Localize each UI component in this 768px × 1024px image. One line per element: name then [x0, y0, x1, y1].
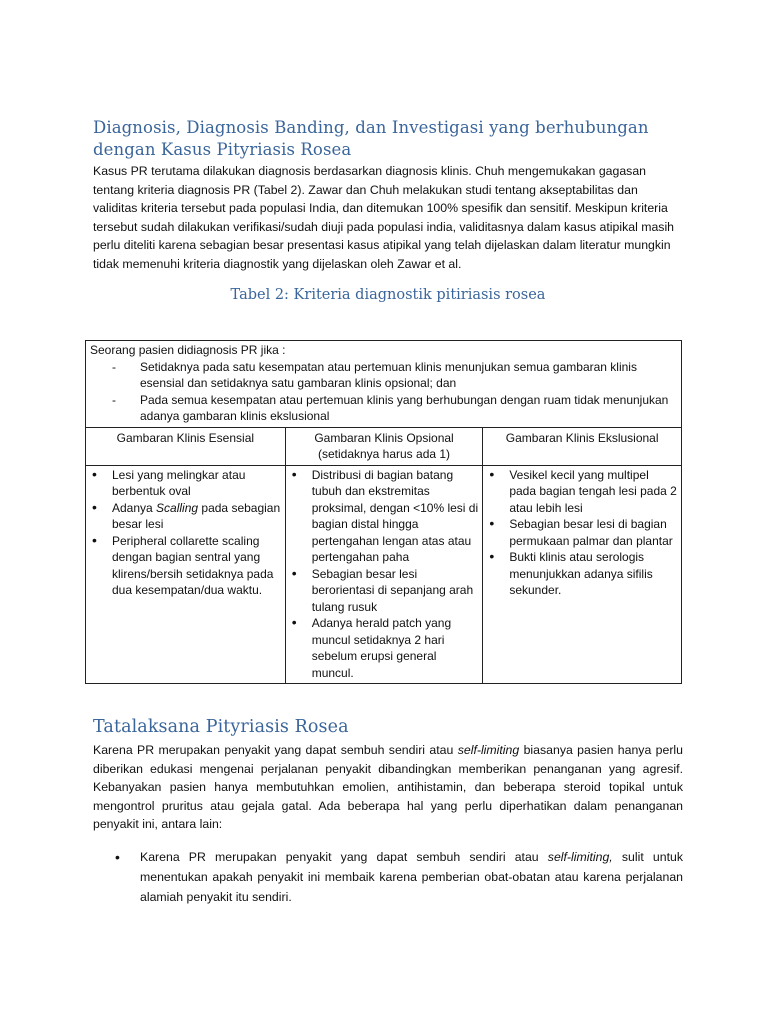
list-item: • Bukti klinis atau serologis menunjukkan adanya sifilis sekunder. [487, 549, 677, 599]
list-item: • Sebagian besar lesi berorientasi di sepanjang arah tulang rusuk [290, 566, 479, 616]
list-item [93, 847, 683, 907]
cell-esensial [86, 465, 286, 684]
table-body-row [86, 465, 682, 684]
item-italic-text: self-limiting, [547, 850, 613, 864]
list-item [90, 392, 677, 425]
list-item [90, 359, 677, 392]
header-esensial: Gambaran Klinis Esensial [86, 427, 286, 465]
item-text: Adanya [112, 500, 157, 515]
cell-opsional [285, 465, 483, 684]
dash-marker: - [112, 392, 116, 407]
list-item: • Lesi yang melingkar atau berbentuk oval [90, 467, 281, 500]
list-item [90, 500, 281, 533]
list-item: • Vesikel kecil yang multipel pada bagian tengah lesi pada 2 atau lebih lesi [487, 467, 677, 517]
tatalaksana-list [93, 847, 683, 907]
item-text: Karena PR merupakan penyakit yang dapat sembuh sendiri atau [140, 850, 548, 864]
table-header-row [86, 427, 682, 465]
paragraph-text: Karena PR merupakan penyakit yang dapat sembuh sendiri atau [93, 743, 458, 757]
paragraph-text: biasanya pasien hanya perlu diberikan edukasi mengenai perjalanan penyakit dibandingkan memberikan penanganan yang agresif. Kebanyakan pasien hanya membutuhkan emolien, antihistamin, dan beberapa steroid topikal untuk mengontrol pruritus atau gejala gatal. Ada beberapa hal yang perlu diperhatikan dalam penanganan penyakit ini, antara lain: [93, 743, 683, 831]
list-item: • Sebagian besar lesi di bagian permukaan palmar dan plantar [487, 516, 677, 549]
section-title-tatalaksana: Tatalaksana Pityriasis Rosea [93, 717, 349, 737]
intro-item-text: Setidaknya pada satu kesempatan atau pertemuan klinis menunjukan semua gambaran klinis esensial dan setidaknya satu gambaran klinis opsional; dan [140, 359, 637, 390]
section-title-diagnosis: Diagnosis, Diagnosis Banding, dan Investigasi yang berhubungan dengan Kasus Pityriasis Rosea [93, 118, 649, 159]
item-italic-text: Scalling [156, 500, 199, 515]
table-intro-row [86, 341, 682, 428]
cell-ekslusional [483, 465, 682, 684]
item-text: sulit untuk menentukan apakah penyakit ini membaik karena pemberian obat-obatan atau karena perjalanan alamiah penyakit itu sendiri. [140, 850, 683, 904]
ekslusional-list [487, 467, 677, 599]
esensial-list [90, 467, 281, 599]
header-ekslusional: Gambaran Klinis Ekslusional [483, 427, 682, 465]
intro-item-text: Pada semua kesempatan atau pertemuan klinis yang berhubungan dengan ruam tidak menunjukan adanya gambaran klinis ekslusional [140, 392, 669, 423]
table-intro-cell [86, 341, 682, 428]
intro-list [90, 359, 677, 425]
table-caption: Tabel 2: Kriteria diagnostik pitiriasis rosea [230, 287, 546, 303]
item-text: pada sebagian besar lesi [112, 500, 281, 531]
list-item: • Adanya herald patch yang muncul setidaknya 2 hari sebelum erupsi general muncul. [290, 615, 479, 681]
opsional-list [290, 467, 479, 682]
table-intro-text: Seorang pasien didiagnosis PR jika : [90, 343, 286, 357]
diagnosis-paragraph: Kasus PR terutama dilakukan diagnosis berdasarkan diagnosis klinis. Chuh mengemukakan gagasan tentang kriteria diagnosis PR (Tabel 2). Zawar dan Chuh melakukan studi tentang akseptabilitas dan validitas kriteria tersebut pada populasi India, dan ditemukan 100% spesifik dan sensitif. Meskipun kriteria tersebut sudah dilakukan verifikasi/sudah diuji pada populasi india, validitasnya dalam kasus atipikal masih perlu diteliti karena sebagian besar presentasi kasus atipikal yang telah dijelaskan dalam literatur mungkin tidak memenuhi kriteria diagnostik yang dijelaskan oleh Zawar et al. [93, 164, 675, 271]
header-opsional: Gambaran Klinis Opsional (setidaknya harus ada 1) [285, 427, 483, 465]
dash-marker: - [112, 359, 116, 374]
list-item: • Peripheral collarette scaling dengan bagian sentral yang klirens/bersih setidaknya pada dua kesempatan/dua waktu. [90, 533, 281, 599]
paragraph-italic-text: self-limiting [457, 743, 520, 757]
bullet-marker: • [115, 849, 120, 865]
list-item: • Distribusi di bagian batang tubuh dan ekstremitas proksimal, dengan <10% lesi di bagian distal hingga pertengahan lengan atas atau pertengahan paha [290, 467, 479, 566]
tatalaksana-paragraph [93, 741, 683, 834]
criteria-table [85, 340, 682, 684]
